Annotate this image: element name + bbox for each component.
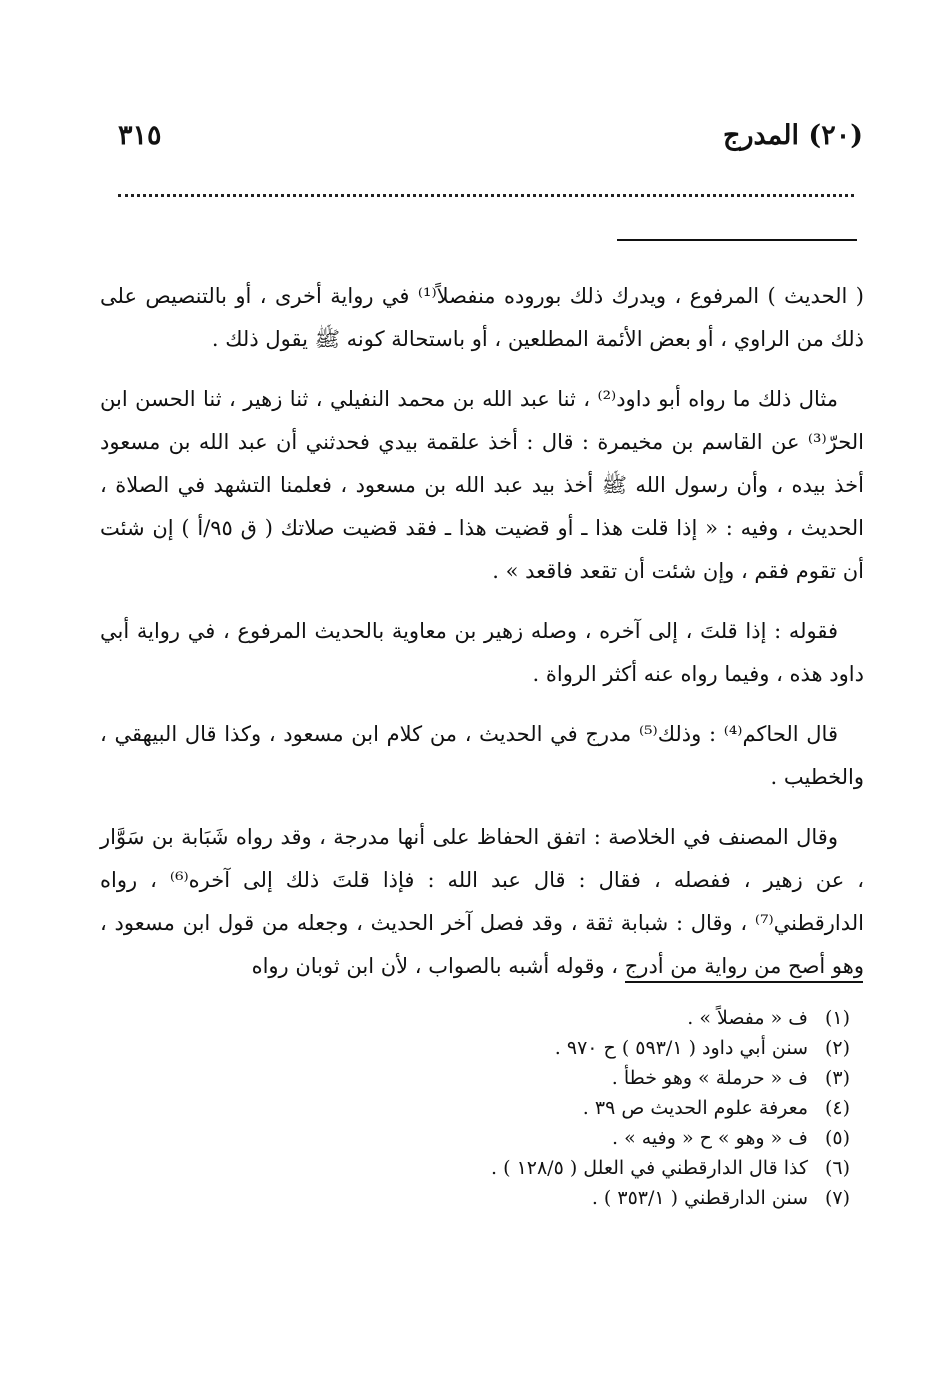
footnote-number: (٥)	[824, 1127, 850, 1149]
main-text	[100, 275, 864, 1005]
footnote	[300, 1153, 850, 1183]
dotted-divider	[118, 194, 854, 197]
chapter-title: (٢٠) المدرج	[723, 120, 863, 151]
paragraph-5: وقال المصنف في الخلاصة : اتفق الحفاظ على أنها مدرجة ، وقد رواه شَبَابة بن سَوَّار ، عن زهير ، ففصله ، فقال : قال عبد الله : فإذا قلتَ ذلك إلى آخره⁽⁶⁾ ، رواه الدارقطني⁽⁷⁾ ، وقال : شبابة ثقة ، وقد فصل آخر الحديث ، وجعله من قول ابن مسعود ، وهو أصح من رواية من أدرج ، وقوله أشبه بالصواب ، لأن ابن ثوبان رواه	[100, 825, 865, 978]
footnote	[300, 1123, 850, 1153]
page-number: ٣١٥	[118, 120, 162, 151]
footnote	[300, 1063, 850, 1093]
footnote-number: (١)	[824, 1007, 850, 1029]
footnote-text: ف « حرملة » وهو خطأ .	[611, 1067, 808, 1089]
footnote	[300, 1003, 850, 1033]
footnote-number: (٣)	[824, 1067, 850, 1089]
footnote-text: معرفة علوم الحديث ص ٣٩ .	[582, 1097, 808, 1119]
footnote	[300, 1183, 850, 1213]
page-header	[118, 120, 863, 160]
footnote-number: (٤)	[824, 1097, 850, 1119]
paragraph-2: مثال ذلك ما رواه أبو داود⁽²⁾ ، ثنا عبد الله بن محمد النفيلي ، ثنا زهير ، ثنا الحسن ابن الحرّ⁽³⁾ عن القاسم بن مخيمرة : قال : أخذ علقمة بيدي فحدثني أن عبد الله بن مسعود أخذ بيده ، وأن رسول الله ﷺ أخذ بيد عبد الله بن مسعود ، فعلمنا التشهد في الصلاة ، الحديث ، وفيه : « إذا قلت هذا ـ أو قضيت هذا ـ فقد قضيت صلاتك ( ق ٩٥/أ ) إن شئت أن تقوم فقم ، وإن شئت أن تقعد فاقعد » .	[100, 387, 864, 583]
footnote-text: كذا قال الدارقطني في العلل ( ١٢٨/٥ ) .	[491, 1157, 808, 1179]
paragraph-1: ( الحديث ) المرفوع ، ويدرك ذلك بوروده منفصلاً⁽¹⁾ في رواية أخرى ، أو بالتنصيص على ذلك من الراوي ، أو بعض الأئمة المطلعين ، أو باستحالة كونه ﷺ يقول ذلك .	[100, 284, 864, 351]
footnote-number: (٢)	[824, 1037, 850, 1059]
paragraph-4: قال الحاكم⁽⁴⁾ : وذلك⁽⁵⁾ مدرج في الحديث ، من كلام ابن مسعود ، وكذا قال البيهقي ، والخطيب .	[100, 722, 864, 789]
footnote-text: سنن الدارقطني ( ٣٥٣/١ ) .	[591, 1187, 808, 1209]
footnote-text: سنن أبي داود ( ٥٩٣/١ ) ح ٩٧٠ .	[554, 1037, 808, 1059]
section-rule	[617, 239, 857, 241]
footnote-number: (٧)	[824, 1187, 850, 1209]
footnote	[300, 1033, 850, 1063]
footnotes	[300, 1003, 850, 1213]
footnote-number: (٦)	[824, 1157, 850, 1179]
footnote	[300, 1093, 850, 1123]
footnote-text: ف « مفصلاً » .	[687, 1007, 808, 1029]
footnote-text: ف « وهو » ح « وفيه » .	[611, 1127, 808, 1149]
footnote-separator	[625, 981, 863, 983]
paragraph-3: فقوله : إذا قلتَ ، إلى آخره ، وصله زهير بن معاوية بالحديث المرفوع ، في رواية أبي داود هذه ، وفيما رواه عنه أكثر الرواة .	[100, 619, 864, 686]
